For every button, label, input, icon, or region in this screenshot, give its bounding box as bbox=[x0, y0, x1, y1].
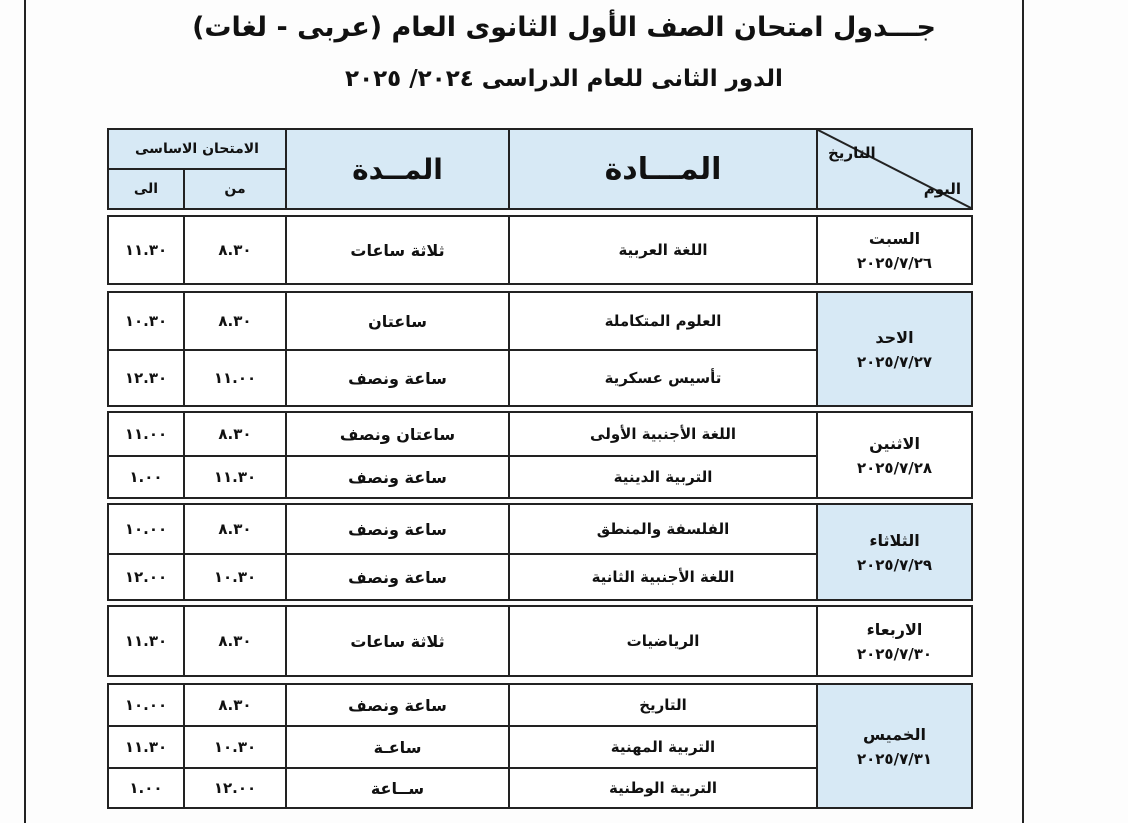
date-day-header bbox=[816, 128, 973, 210]
from-cell: ١٢.٠٠ bbox=[183, 767, 287, 809]
to-cell: ١٠.٣٠ bbox=[107, 291, 185, 351]
to-cell: ١.٠٠ bbox=[107, 767, 185, 809]
duration-cell: ساعتان bbox=[285, 291, 510, 351]
to-header: الى bbox=[107, 168, 185, 210]
to-cell: ١٢.٠٠ bbox=[107, 553, 185, 601]
duration-cell: ساعة ونصف bbox=[285, 553, 510, 601]
duration-cell: ساعتان ونصف bbox=[285, 411, 510, 457]
to-cell: ١٠.٠٠ bbox=[107, 503, 185, 555]
duration-cell: ساعة ونصف bbox=[285, 349, 510, 407]
duration-cell: ساعة ونصف bbox=[285, 683, 510, 727]
from-cell: ٨.٣٠ bbox=[183, 291, 287, 351]
day-cell-monday: الاثنين ٢٠٢٥/٧/٢٨ bbox=[816, 411, 973, 499]
day-cell-wednesday: الاربعاء ٢٠٢٥/٧/٣٠ bbox=[816, 605, 973, 677]
page-subtitle: الدور الثانى للعام الدراسى ٢٠٢٤/ ٢٠٢٥ bbox=[345, 66, 783, 92]
page-border-right bbox=[1022, 0, 1024, 823]
subject-cell: العلوم المتكاملة bbox=[508, 291, 818, 351]
from-cell: ٨.٣٠ bbox=[183, 683, 287, 727]
from-cell: ١١.٣٠ bbox=[183, 455, 287, 499]
day-cell-saturday: السبت ٢٠٢٥/٧/٢٦ bbox=[816, 215, 973, 285]
subject-cell: التربية الدينية bbox=[508, 455, 818, 499]
from-cell: ٨.٣٠ bbox=[183, 503, 287, 555]
page-border-left bbox=[24, 0, 26, 823]
day-cell-thursday: الخميس ٢٠٢٥/٧/٣١ bbox=[816, 683, 973, 809]
from-cell: ٨.٣٠ bbox=[183, 605, 287, 677]
subject-cell: التربية المهنية bbox=[508, 725, 818, 769]
from-cell: ١٠.٣٠ bbox=[183, 725, 287, 769]
subject-cell: التاريخ bbox=[508, 683, 818, 727]
to-cell: ١١.٣٠ bbox=[107, 215, 185, 285]
date-header-label: التاريخ bbox=[828, 144, 876, 162]
to-cell: ١١.٣٠ bbox=[107, 605, 185, 677]
from-cell: ٨.٣٠ bbox=[183, 215, 287, 285]
to-cell: ١١.٣٠ bbox=[107, 725, 185, 769]
to-cell: ١١.٠٠ bbox=[107, 411, 185, 457]
from-header: من bbox=[183, 168, 287, 210]
subject-cell: التربية الوطنية bbox=[508, 767, 818, 809]
duration-cell: ثلاثة ساعات bbox=[285, 215, 510, 285]
subject-cell: اللغة الأجنبية الأولى bbox=[508, 411, 818, 457]
duration-cell: ساعة ونصف bbox=[285, 503, 510, 555]
to-cell: ١.٠٠ bbox=[107, 455, 185, 499]
day-header-label: اليوم bbox=[923, 180, 961, 198]
duration-cell: ثلاثة ساعات bbox=[285, 605, 510, 677]
from-cell: ١٠.٣٠ bbox=[183, 553, 287, 601]
duration-cell: ســاعة bbox=[285, 767, 510, 809]
to-cell: ١٢.٣٠ bbox=[107, 349, 185, 407]
subject-header: المـــادة bbox=[508, 128, 818, 210]
subject-cell: تأسيس عسكرية bbox=[508, 349, 818, 407]
day-cell-sunday: الاحد ٢٠٢٥/٧/٢٧ bbox=[816, 291, 973, 407]
subject-cell: الفلسفة والمنطق bbox=[508, 503, 818, 555]
from-cell: ٨.٣٠ bbox=[183, 411, 287, 457]
duration-header: المــدة bbox=[285, 128, 510, 210]
subject-cell: اللغة الأجنبية الثانية bbox=[508, 553, 818, 601]
day-cell-tuesday: الثلاثاء ٢٠٢٥/٧/٢٩ bbox=[816, 503, 973, 601]
duration-cell: ساعـة bbox=[285, 725, 510, 769]
page-title: جـــدول امتحان الصف الأول الثانوى العام (عربى - لغات) bbox=[192, 12, 936, 43]
to-cell: ١٠.٠٠ bbox=[107, 683, 185, 727]
exam-header: الامتحان الاساسى bbox=[107, 128, 287, 170]
subject-cell: اللغة العربية bbox=[508, 215, 818, 285]
duration-cell: ساعة ونصف bbox=[285, 455, 510, 499]
from-cell: ١١.٠٠ bbox=[183, 349, 287, 407]
subject-cell: الرياضيات bbox=[508, 605, 818, 677]
